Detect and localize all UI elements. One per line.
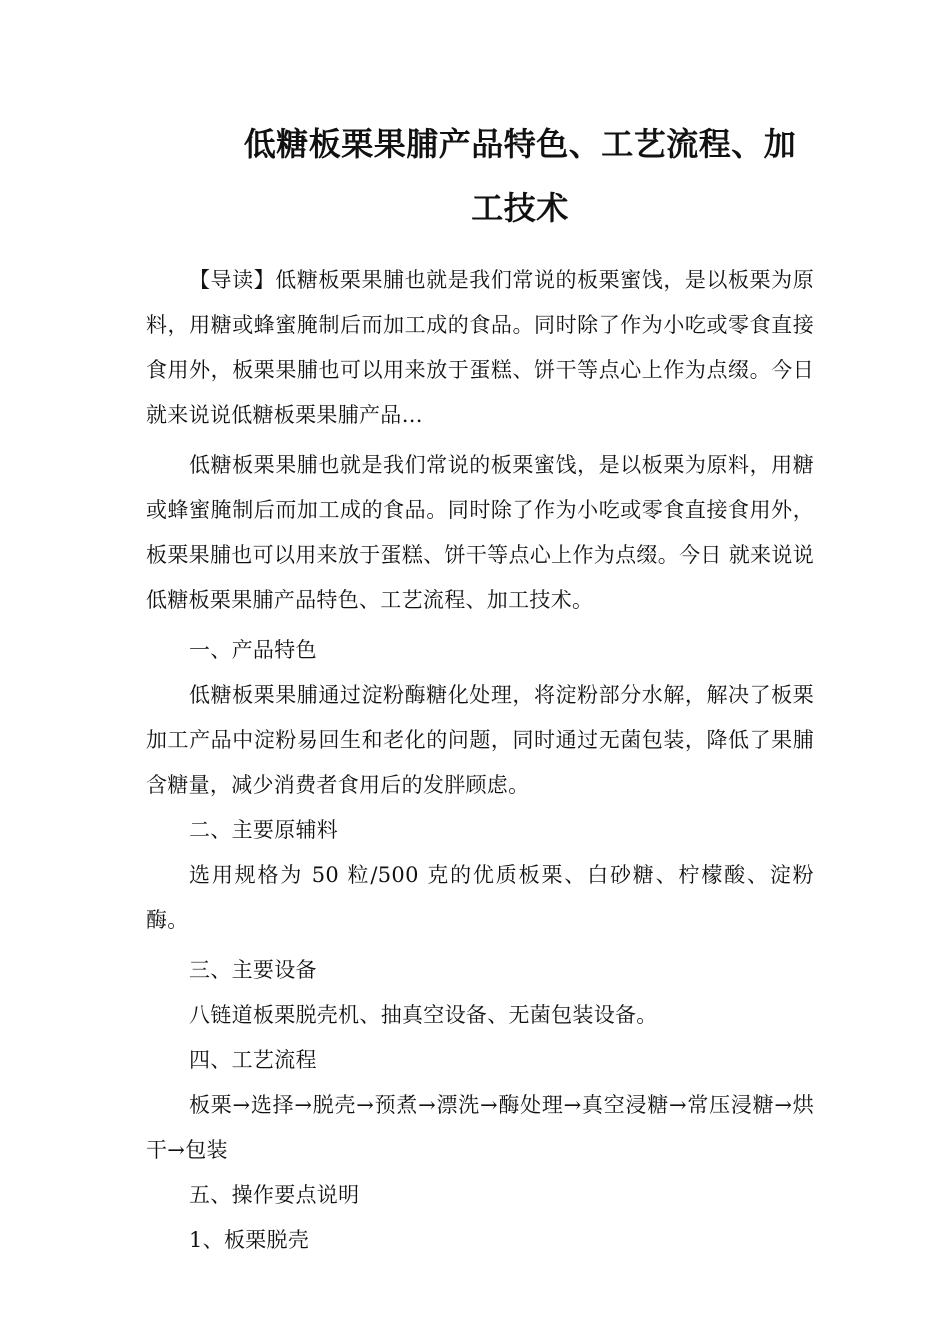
step-1-heading: 1、板栗脱壳 [189, 1228, 310, 1252]
document-page [146, 112, 814, 1263]
body-paragraph-1: 低糖板栗果脯也就是我们常说的板栗蜜饯，是以板栗为原料，用糖或蜂蜜腌制后而加工成的食品。同时除了作为小吃或零食直接食用外，板栗果脯也可以用来放于蛋糕、饼干等点心上作为点缀。今日 就来说说低糖板栗果脯产品特色、工艺流程、加工技术。 [146, 453, 814, 612]
section-4-text: 板栗→选择→脱壳→预煮→漂洗→酶处理→真空浸糖→常压浸糖→烘干→包装 [146, 1093, 814, 1162]
section-1-heading: 一、产品特色 [189, 638, 317, 662]
title-line-2: 工技术 [471, 189, 569, 227]
section-4-heading: 四、工艺流程 [189, 1048, 317, 1072]
section-3-heading: 三、主要设备 [189, 958, 317, 982]
intro-paragraph: 【导读】低糖板栗果脯也就是我们常说的板栗蜜饯，是以板栗为原料，用糖或蜂蜜腌制后而加工成的食品。同时除了作为小吃或零食直接食用外，板栗果脯也可以用来放于蛋糕、饼干等点心上作为点缀。今日 就来说说低糖板栗果脯产品… [146, 268, 814, 427]
section-2-text: 选用规格为 50 粒/500 克的优质板栗、白砂糖、柠檬酸、淀粉酶。 [146, 863, 814, 932]
section-5-heading: 五、操作要点说明 [189, 1183, 360, 1207]
section-3-text: 八链道板栗脱壳机、抽真空设备、无菌包装设备。 [189, 1003, 658, 1027]
title-line-1: 低糖板栗果脯产品特色、工艺流程、加 [243, 125, 797, 163]
section-1-text: 低糖板栗果脯通过淀粉酶糖化处理，将淀粉部分水解，解决了板栗加工产品中淀粉易回生和老化的问题，同时通过无菌包装，降低了果脯含糖量，减少消费者食用后的发胖顾虑。 [146, 683, 814, 797]
section-2-heading: 二、主要原辅料 [189, 818, 339, 842]
document-title [146, 112, 814, 240]
